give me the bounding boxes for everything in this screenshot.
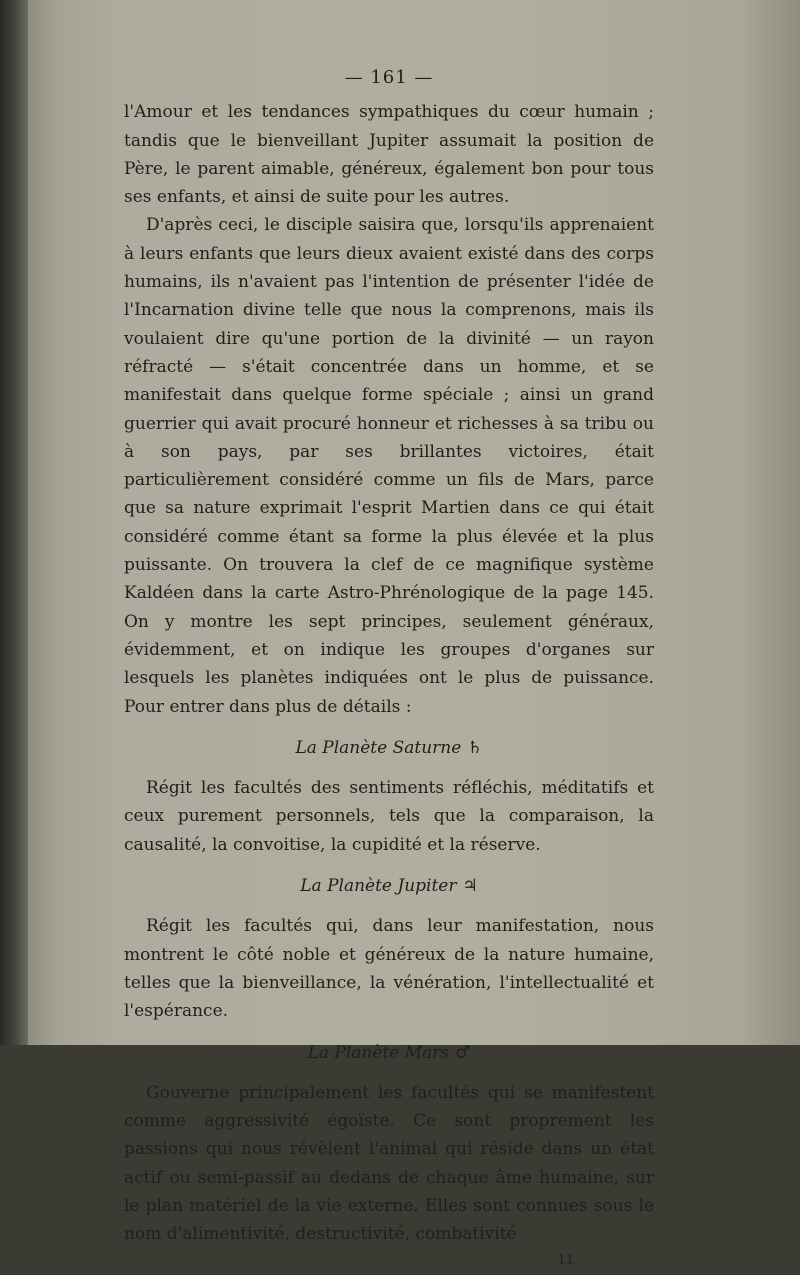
paragraph-jupiter: Régit les facultés qui, dans leur manifestation, nous montrent le côté noble et généreux de la nature humaine, telles que la bienveillance, la vénération, l'intellectualité et l'espérance. [124, 916, 654, 1022]
saturn-symbol-icon: ♄ [467, 737, 483, 758]
saturn-heading-text: La Planète Saturne [295, 737, 462, 758]
page-text [124, 60, 654, 1275]
section-heading-jupiter [124, 872, 654, 900]
paragraph-intro-2: D'après ceci, le disciple saisira que, lorsqu'ils apprenaient à leurs enfants que leurs dieux avaient existé dans des corps humains, ils n'avaient pas l'intention de présenter l'idée de l'Incarnation divine telle que nous la comprenons, mais ils voulaient dire qu'une portion de la divinité — un rayon réfracté — s'était concentrée dans un homme, et se manifestait dans quelque forme spéciale ; ainsi un grand guerrier qui avait procuré honneur et richesses à sa tribu ou à son pays, par ses brillantes victoires, était particulièrement considéré comme un fils de Mars, parce que sa nature exprimait l'esprit Martien dans ce qui était considéré comme étant sa forme la plus élevée et la plus puissante. On trouvera la clef de ce magnifique système Kaldéen dans la carte Astro-Phrénologique de la page 145. On y montre les sept principes, seulement généraux, évidemment, et on indique les groupes d'organes sur lesquels les planètes indiquées ont le plus de puissance. Pour entrer dans plus de détails : [124, 215, 654, 717]
page-number: — 161 — [344, 67, 434, 88]
jupiter-heading-text: La Planète Jupiter [300, 876, 457, 897]
mars-heading-text: La Planète Mars [307, 1042, 450, 1063]
section-heading-saturn [124, 734, 654, 762]
book-binding [0, 0, 28, 1045]
book-page [28, 0, 800, 1268]
section-heading-mars [124, 1039, 654, 1067]
paragraph-mars: Gouverne principalement les facultés qui se manifestent comme aggressivité égoïste. Ce sont proprement les passions qui nous révèlent l'animal qui réside dans un état actif ou semi-passif au dedans de chaque âme humaine, sur le plan matériel de la vie externe. Elles sont connues sous le nom d'alimentivité, destructivité, combativité [124, 1082, 654, 1245]
mars-symbol-icon: ♂ [455, 1042, 471, 1063]
signature-mark: 11 [557, 1252, 574, 1268]
jupiter-symbol-icon: ♃ [462, 876, 478, 897]
paragraph-intro-1: l'Amour et les tendances sympathiques du cœur humain ; tandis que le bienveillant Jupiter assumait la position de Père, le parent aimable, généreux, également bon pour tous ses enfants, et ainsi de suite pour les autres. [124, 102, 654, 208]
paragraph-saturn: Régit les facultés des sentiments réfléchis, méditatifs et ceux purement personnels, tels que la comparaison, la causalité, la convoitise, la cupidité et la réserve. [124, 778, 654, 855]
